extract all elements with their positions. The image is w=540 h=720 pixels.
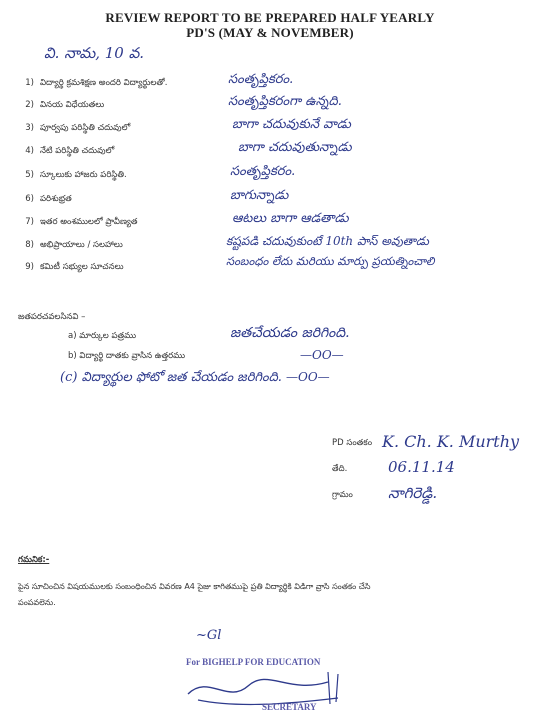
item-number: 8) bbox=[25, 240, 34, 250]
secretary-label: SECRETARY bbox=[262, 702, 317, 712]
pd-signature: K. Ch. K. Murthy bbox=[382, 432, 520, 451]
note-heading: గమనిక:- bbox=[18, 555, 50, 565]
attachment-a-answer: జతచేయడం జరిగింది. bbox=[230, 325, 350, 341]
stamp-mark: ~Gl bbox=[196, 628, 222, 643]
item-label: స్కూలుకు హాజరు పరిస్థితి. bbox=[40, 170, 127, 180]
date-value: 06.11.14 bbox=[388, 458, 455, 476]
attachments-heading: జతపరచవలసినవి – bbox=[18, 312, 86, 322]
attachment-b-label: b) విద్యార్థి దాతకు వ్రాసిన ఉత్తరము bbox=[68, 351, 186, 361]
village-value: నాగిరెడ్డి. bbox=[388, 484, 438, 502]
item-label: విద్యార్థి క్రమశిక్షణ అందరి విద్యార్థులతో. bbox=[40, 78, 168, 88]
note-text-line2: పంపవలెను. bbox=[18, 598, 56, 607]
item-number: 6) bbox=[25, 194, 34, 204]
item-answer: బాగున్నాడు bbox=[230, 188, 289, 203]
item-label: కమిటీ సభ్యుల సూచనలు bbox=[40, 262, 124, 272]
student-class-note: వి. నామ, 10 వ. bbox=[44, 44, 145, 62]
item-number: 4) bbox=[25, 146, 34, 156]
note-text-line1: పైన సూచించిన విషయములకు సంబంధించిన వివరణ A4 సైజు కాగితముపై ప్రతి విద్యార్థికి విడిగా వ్రాసి సంతకం చేసి bbox=[18, 582, 371, 591]
review-items-list bbox=[4, 72, 540, 278]
item-label: అభిప్రాయాలు / సలహాలు bbox=[40, 240, 123, 250]
item-number: 5) bbox=[25, 170, 34, 180]
item-label: పూర్వపు పరిస్థితి చదువులో bbox=[40, 123, 131, 133]
item-number: 7) bbox=[25, 217, 34, 227]
item-answer: బాగా చదువుకునే వాడు bbox=[232, 117, 351, 132]
date-label: తేది. bbox=[332, 464, 348, 474]
item-answer: ఆటలు బాగా ఆడతాడు bbox=[232, 211, 349, 226]
attachment-b-dash: —OO— bbox=[300, 348, 344, 362]
report-title-line2: PD'S (MAY & NOVEMBER) bbox=[186, 25, 354, 40]
item-answer: సంతృప్తికరంగా ఉన్నది. bbox=[228, 94, 342, 109]
item-answer: సంతృప్తికరం. bbox=[230, 164, 296, 179]
attachment-c-answer: (c) విద్యార్థుల ఫోటో జత చేయడం జరిగింది. bbox=[60, 370, 282, 385]
item-number: 1) bbox=[25, 78, 34, 88]
item-label: నేటి పరిస్థితి చదువులో bbox=[40, 146, 115, 156]
attachment-c-dash: —OO— bbox=[286, 370, 330, 384]
item-answer: సంతృప్తికరం. bbox=[228, 72, 294, 87]
report-title-line1: REVIEW REPORT TO BE PREPARED HALF YEARLY bbox=[105, 10, 435, 25]
item-answer: కష్టపడి చదువుకుంటే 10th పాస్ అవుతాడు bbox=[226, 234, 429, 248]
item-answer: బాగా చదువుతున్నాడు bbox=[238, 140, 352, 155]
item-number: 9) bbox=[25, 262, 34, 272]
item-answer: సంబంధం లేదు మరియు మార్పు ప్రయత్నించాలి bbox=[226, 254, 435, 268]
item-number: 3) bbox=[25, 123, 34, 133]
item-label: వినయ విధేయతలు bbox=[40, 100, 105, 110]
attachment-a-label: a) మార్కుల పత్రము bbox=[68, 331, 137, 341]
item-label: పరిశుభ్రత bbox=[40, 194, 72, 204]
village-label: గ్రామం bbox=[332, 490, 353, 500]
pd-signature-label: PD సంతకం bbox=[332, 438, 373, 448]
org-stamp: For BIGHELP FOR EDUCATION bbox=[186, 657, 321, 667]
item-label: ఇతర అంశములలో ప్రావీణ్యత bbox=[40, 217, 138, 227]
item-number: 2) bbox=[25, 100, 34, 110]
